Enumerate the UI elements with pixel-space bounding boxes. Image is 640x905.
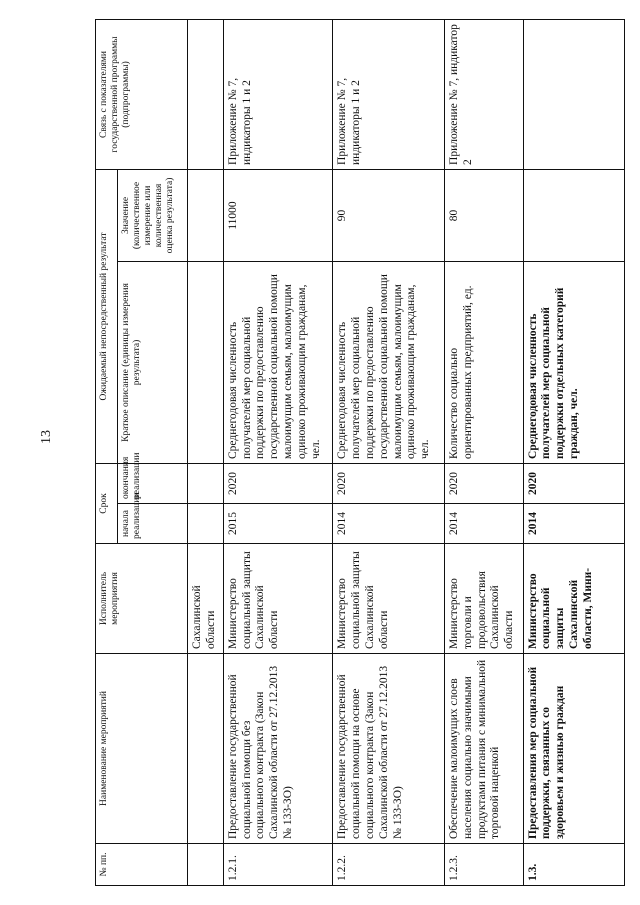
row-start: 2014 <box>445 504 524 544</box>
table-row <box>445 19 524 885</box>
header-term: Срок <box>96 463 118 543</box>
header-num: № пп. <box>96 844 188 886</box>
carry-desc <box>188 261 224 463</box>
table-row <box>223 19 333 885</box>
row-link: Приложение № 7, индикатор 2 <box>445 19 524 169</box>
header-expected: Ожидаемый непосредственный результат <box>96 169 118 463</box>
carry-name <box>188 654 224 844</box>
row-end: 2020 <box>333 463 445 503</box>
header-term-start: начала реализации <box>118 504 188 544</box>
row-name: Обеспечение малоимущих слоев населения социально значимыми продуктами питания с минимальной торговой наценкой <box>445 654 524 844</box>
row-executor: Министерство социальной защиты Сахалинской области <box>333 544 445 654</box>
header-link: Связь с показателями государственной программы (подпрограммы) <box>96 19 188 169</box>
row-value: 11000 <box>223 169 333 261</box>
table-row <box>333 19 445 885</box>
row-desc: Среднегодовая численность получателей мер социальной поддержки по предоставлению государственной социальной помощи малоимущим семьям, малоимущим одиноко проживающим гражданам, чел. <box>223 261 333 463</box>
header-row-1 <box>96 19 118 885</box>
header-executor: Исполнитель мероприятия <box>96 544 188 654</box>
row-start: 2015 <box>223 504 333 544</box>
carry-start <box>188 504 224 544</box>
row-name: Предоставления мер социальной поддержки, связанных со здоровьем и жизнью граждан <box>523 654 624 844</box>
row-end: 2020 <box>445 463 524 503</box>
carry-executor: Сахалинской области <box>188 544 224 654</box>
header-term-end: окончания реализации <box>118 463 188 503</box>
row-link: Приложение № 7, индикаторы 1 и 2 <box>333 19 445 169</box>
row-num: 1.3. <box>523 844 624 886</box>
row-start: 2014 <box>333 504 445 544</box>
row-link: Приложение № 7, индикаторы 1 и 2 <box>223 19 333 169</box>
row-start: 2014 <box>523 504 624 544</box>
row-name: Предоставление государственной социальной помощи без социального контракта (Закон Сахалинской области от 27.12.2013 № 133-ЗО) <box>223 654 333 844</box>
row-end: 2020 <box>223 463 333 503</box>
carry-num <box>188 844 224 886</box>
header-expected-desc: Краткое описание (единицы измерения результата) <box>118 261 188 463</box>
row-num: 1.2.3. <box>445 844 524 886</box>
row-value: 90 <box>333 169 445 261</box>
row-executor: Министерство торговли и продовольствия Сахалинской области <box>445 544 524 654</box>
table-row <box>523 19 624 885</box>
header-expected-value: Значение (количественное измерение или количественная оценка результата) <box>118 169 188 261</box>
row-desc: Количество социально ориентированных предприятий, ед. <box>445 261 524 463</box>
row-link <box>523 19 624 169</box>
measures-table <box>95 19 625 886</box>
carry-end <box>188 463 224 503</box>
carry-link <box>188 19 224 169</box>
row-num: 1.2.1. <box>223 844 333 886</box>
row-desc: Среднегодовая численность получателей мер социальной поддержки по предоставлению государственной социальной помощи малоимущим семьям, малоимущим одиноко проживающим гражданам, чел. <box>333 261 445 463</box>
carry-value <box>188 169 224 261</box>
row-value: 80 <box>445 169 524 261</box>
carry-over-row <box>188 19 224 885</box>
row-desc: Среднегодовая численность получателей мер социальной поддержки отдельных категорий граждан, чел. <box>523 261 624 463</box>
row-name: Предоставление государственной социальной помощи на основе социального контракта (Закон Сахалинской области от 27.12.2013 № 133-ЗО) <box>333 654 445 844</box>
header-name: Наименование мероприятий <box>96 654 188 844</box>
row-num: 1.2.2. <box>333 844 445 886</box>
row-end: 2020 <box>523 463 624 503</box>
page-number: 13 <box>39 430 54 444</box>
row-value <box>523 169 624 261</box>
row-executor: Министерство социальной защиты Сахалинской области <box>223 544 333 654</box>
landscape-page <box>95 20 625 886</box>
row-executor: Министерство социальной защиты Сахалинской области, Мини- <box>523 544 624 654</box>
rotated-table-frame <box>95 20 625 886</box>
